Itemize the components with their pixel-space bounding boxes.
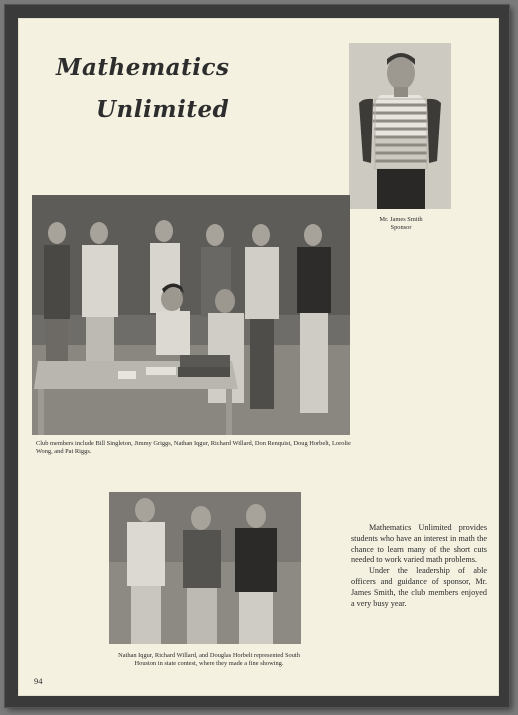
yearbook-page bbox=[18, 18, 499, 696]
page-title-line-2: Unlimited bbox=[96, 96, 230, 123]
sponsor-role: Sponsor bbox=[390, 224, 412, 231]
club-group-photo bbox=[32, 195, 350, 435]
article-paragraph: Under the leadership of able officers and guidance of sponsor, Mr. James Smith, the club members enjoyed a very busy year. bbox=[351, 566, 487, 608]
club-photo-caption: Club members include Bill Singleton, Jimmy Griggs, Nathan Iqgur, Richard Willard, Don Renquist, Doug Horbelt, Lorolie Wong, and Pat Riggs. bbox=[36, 440, 351, 455]
officers-photo-caption: Nathan Iqgur, Richard Willard, and Douglas Horbelt represented South Houston in state contest, where they made a fine showing. bbox=[118, 652, 300, 667]
article-text bbox=[351, 523, 487, 609]
sponsor-caption bbox=[356, 216, 446, 232]
page-title-line-1: Mathematics bbox=[56, 54, 230, 81]
page-number: 94 bbox=[34, 676, 43, 686]
officers-photo bbox=[109, 492, 301, 644]
sponsor-photo bbox=[349, 43, 451, 209]
article-paragraph: Mathematics Unlimited provides students who have an interest in math the chance to learn many of the short cuts needed to work varied math problems. bbox=[351, 523, 487, 565]
sponsor-name: Mr. James Smith bbox=[379, 216, 423, 223]
